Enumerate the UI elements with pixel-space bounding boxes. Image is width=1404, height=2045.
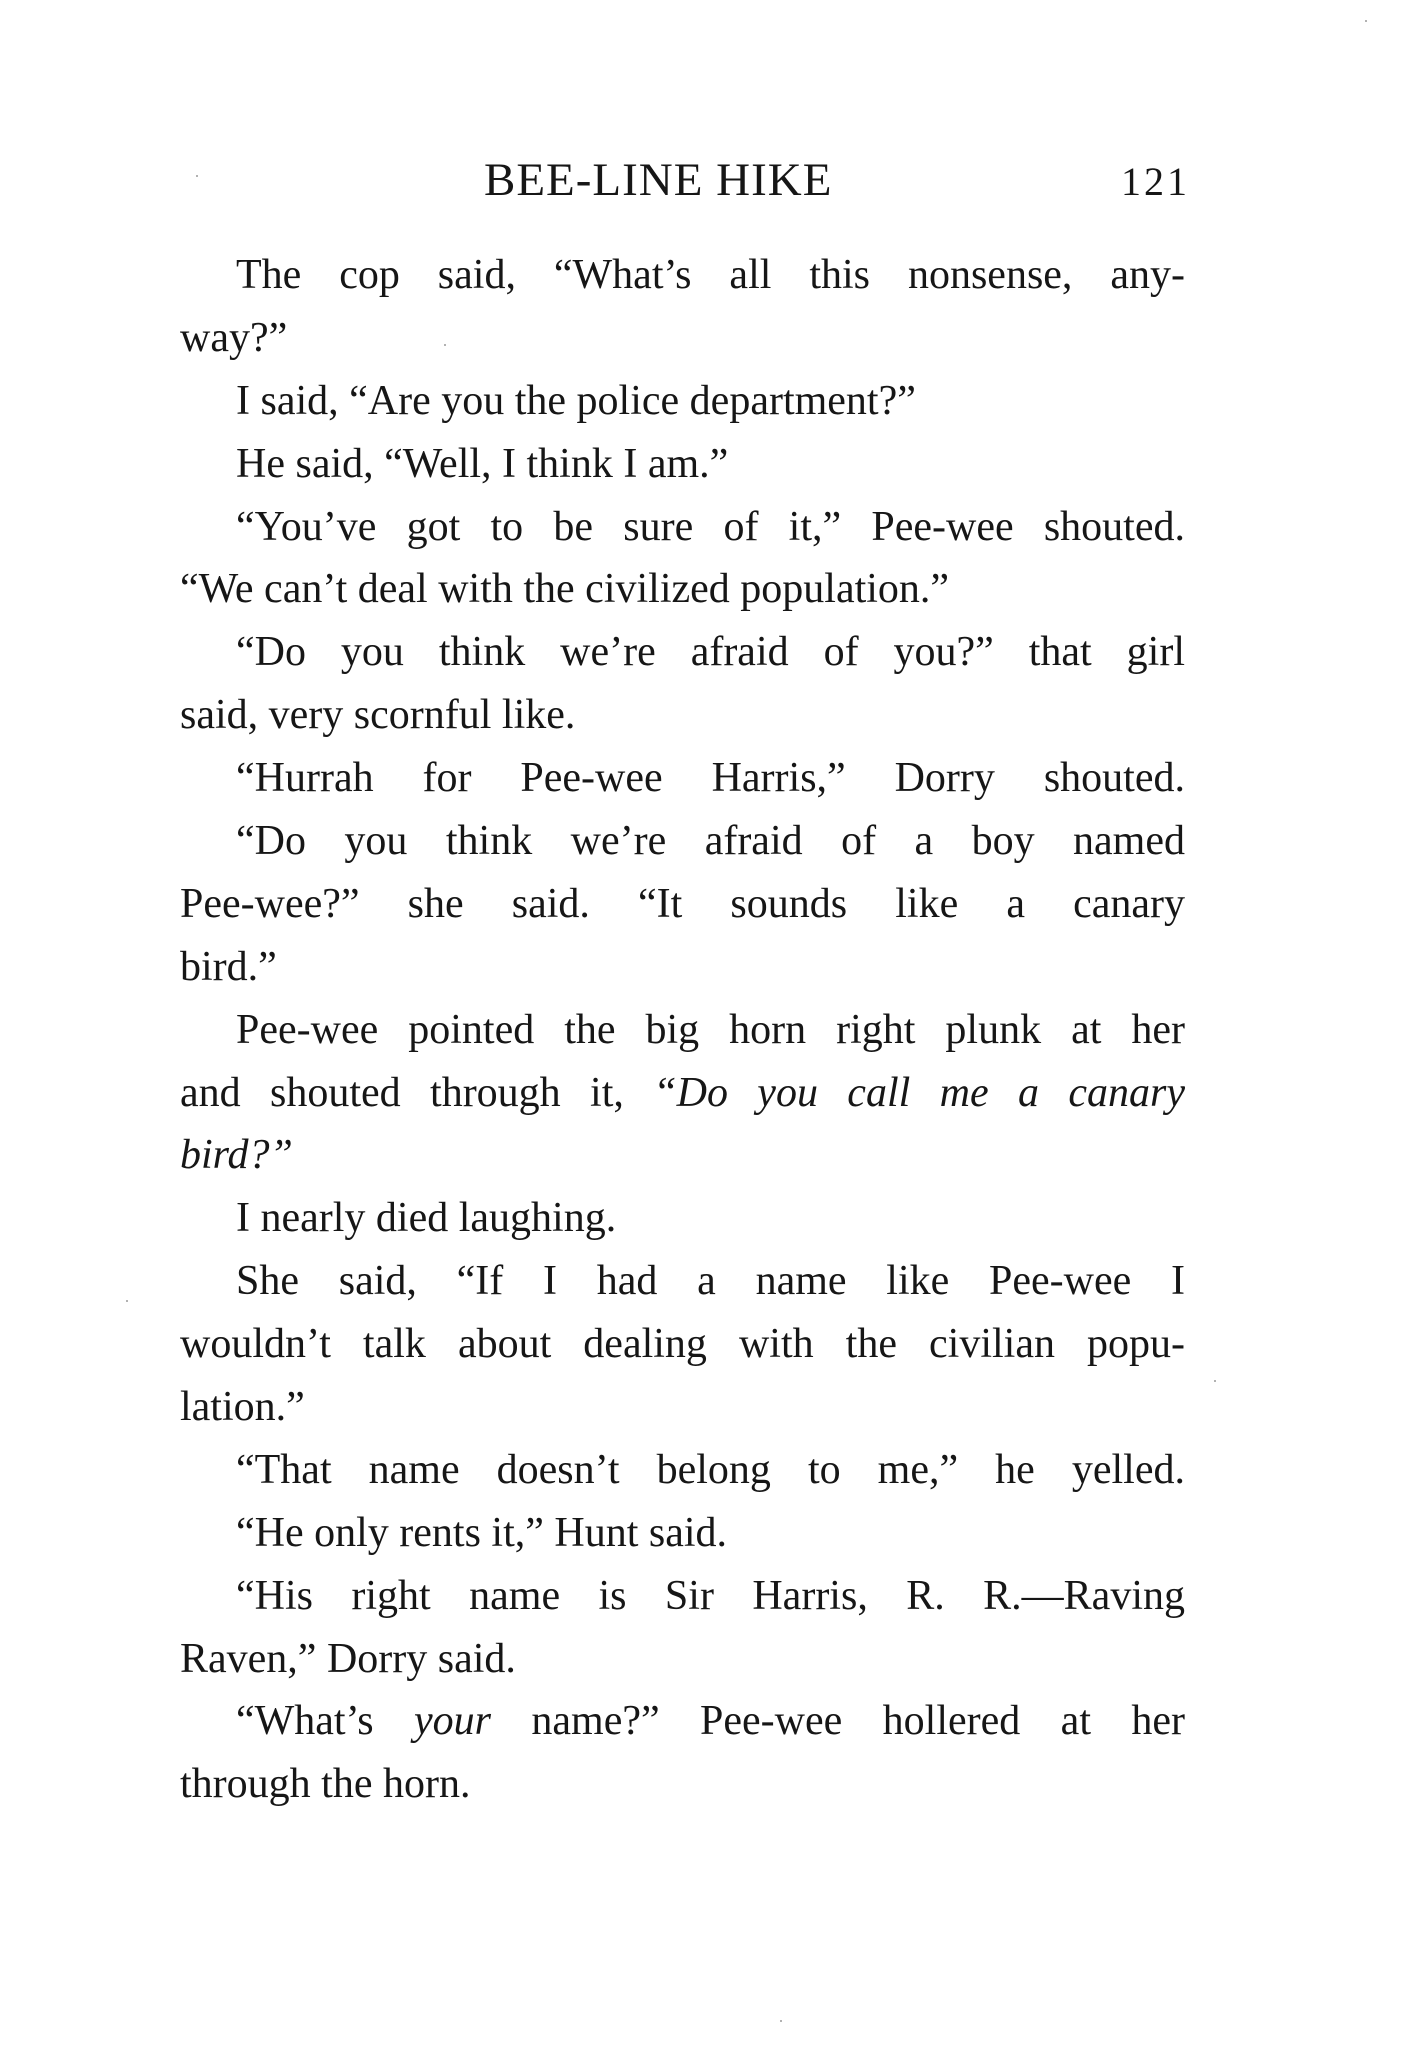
text-line: The cop said, “What’s all this nonsense, any- bbox=[236, 252, 1185, 298]
text-line: “You’ve got to be sure of it,” Pee-wee shouted. bbox=[236, 503, 1185, 550]
text-line: I nearly died laughing. bbox=[236, 1195, 617, 1242]
text-line bbox=[180, 1124, 1185, 1187]
italic-text: bird?” bbox=[180, 1132, 293, 1179]
italic-text: “Do you call me a canary bbox=[653, 1069, 1185, 1116]
text-line: and shouted through it, “Do you call me a canary bbox=[180, 1069, 1185, 1116]
text-line: “We can’t deal with the civilized population.” bbox=[180, 566, 950, 613]
italic-text: your bbox=[414, 1698, 492, 1745]
text-line: Pee-wee?” she said. “It sounds like a canary bbox=[180, 880, 1185, 927]
running-head bbox=[180, 150, 1190, 210]
body-text bbox=[180, 244, 1185, 1816]
scan-speck bbox=[444, 344, 446, 346]
text-line: wouldn’t talk about dealing with the civilian popu- bbox=[180, 1321, 1185, 1368]
text-line: She said, “If I had a name like Pee-wee I bbox=[236, 1258, 1185, 1305]
scan-speck bbox=[1214, 1380, 1216, 1382]
text-line: through the horn. bbox=[180, 1761, 471, 1808]
scan-speck bbox=[1365, 20, 1367, 22]
text-line: lation.” bbox=[180, 1384, 305, 1431]
scan-speck bbox=[196, 175, 198, 177]
page-number: 121 bbox=[1121, 159, 1190, 204]
text-line: “Do you think we’re afraid of you?” that girl bbox=[236, 629, 1185, 676]
scan-speck bbox=[780, 2020, 782, 2022]
text-line: “His right name is Sir Harris, R. R.—Raving bbox=[236, 1572, 1185, 1619]
text-line: “Hurrah for Pee-wee Harris,” Dorry shouted. bbox=[236, 755, 1185, 802]
text-line: I said, “Are you the police department?” bbox=[236, 377, 916, 424]
scan-speck bbox=[126, 1300, 128, 1302]
text-line: “What’s your name?” Pee-wee hollered at her bbox=[236, 1698, 1185, 1745]
text-line: bird.” bbox=[180, 943, 277, 990]
text-line: “That name doesn’t belong to me,” he yelled. bbox=[236, 1446, 1185, 1493]
text-line: Pee-wee pointed the big horn right plunk at her bbox=[236, 1006, 1185, 1053]
text-line: Raven,” Dorry said. bbox=[180, 1635, 516, 1682]
text-line: said, very scornful like. bbox=[180, 692, 576, 739]
text-line: “Do you think we’re afraid of a boy named bbox=[236, 818, 1185, 865]
text-line: way?” bbox=[180, 314, 288, 361]
text-line: “He only rents it,” Hunt said. bbox=[236, 1509, 728, 1556]
text-line: He said, “Well, I think I am.” bbox=[236, 440, 729, 487]
running-head-title: BEE-LINE HIKE bbox=[484, 154, 833, 206]
